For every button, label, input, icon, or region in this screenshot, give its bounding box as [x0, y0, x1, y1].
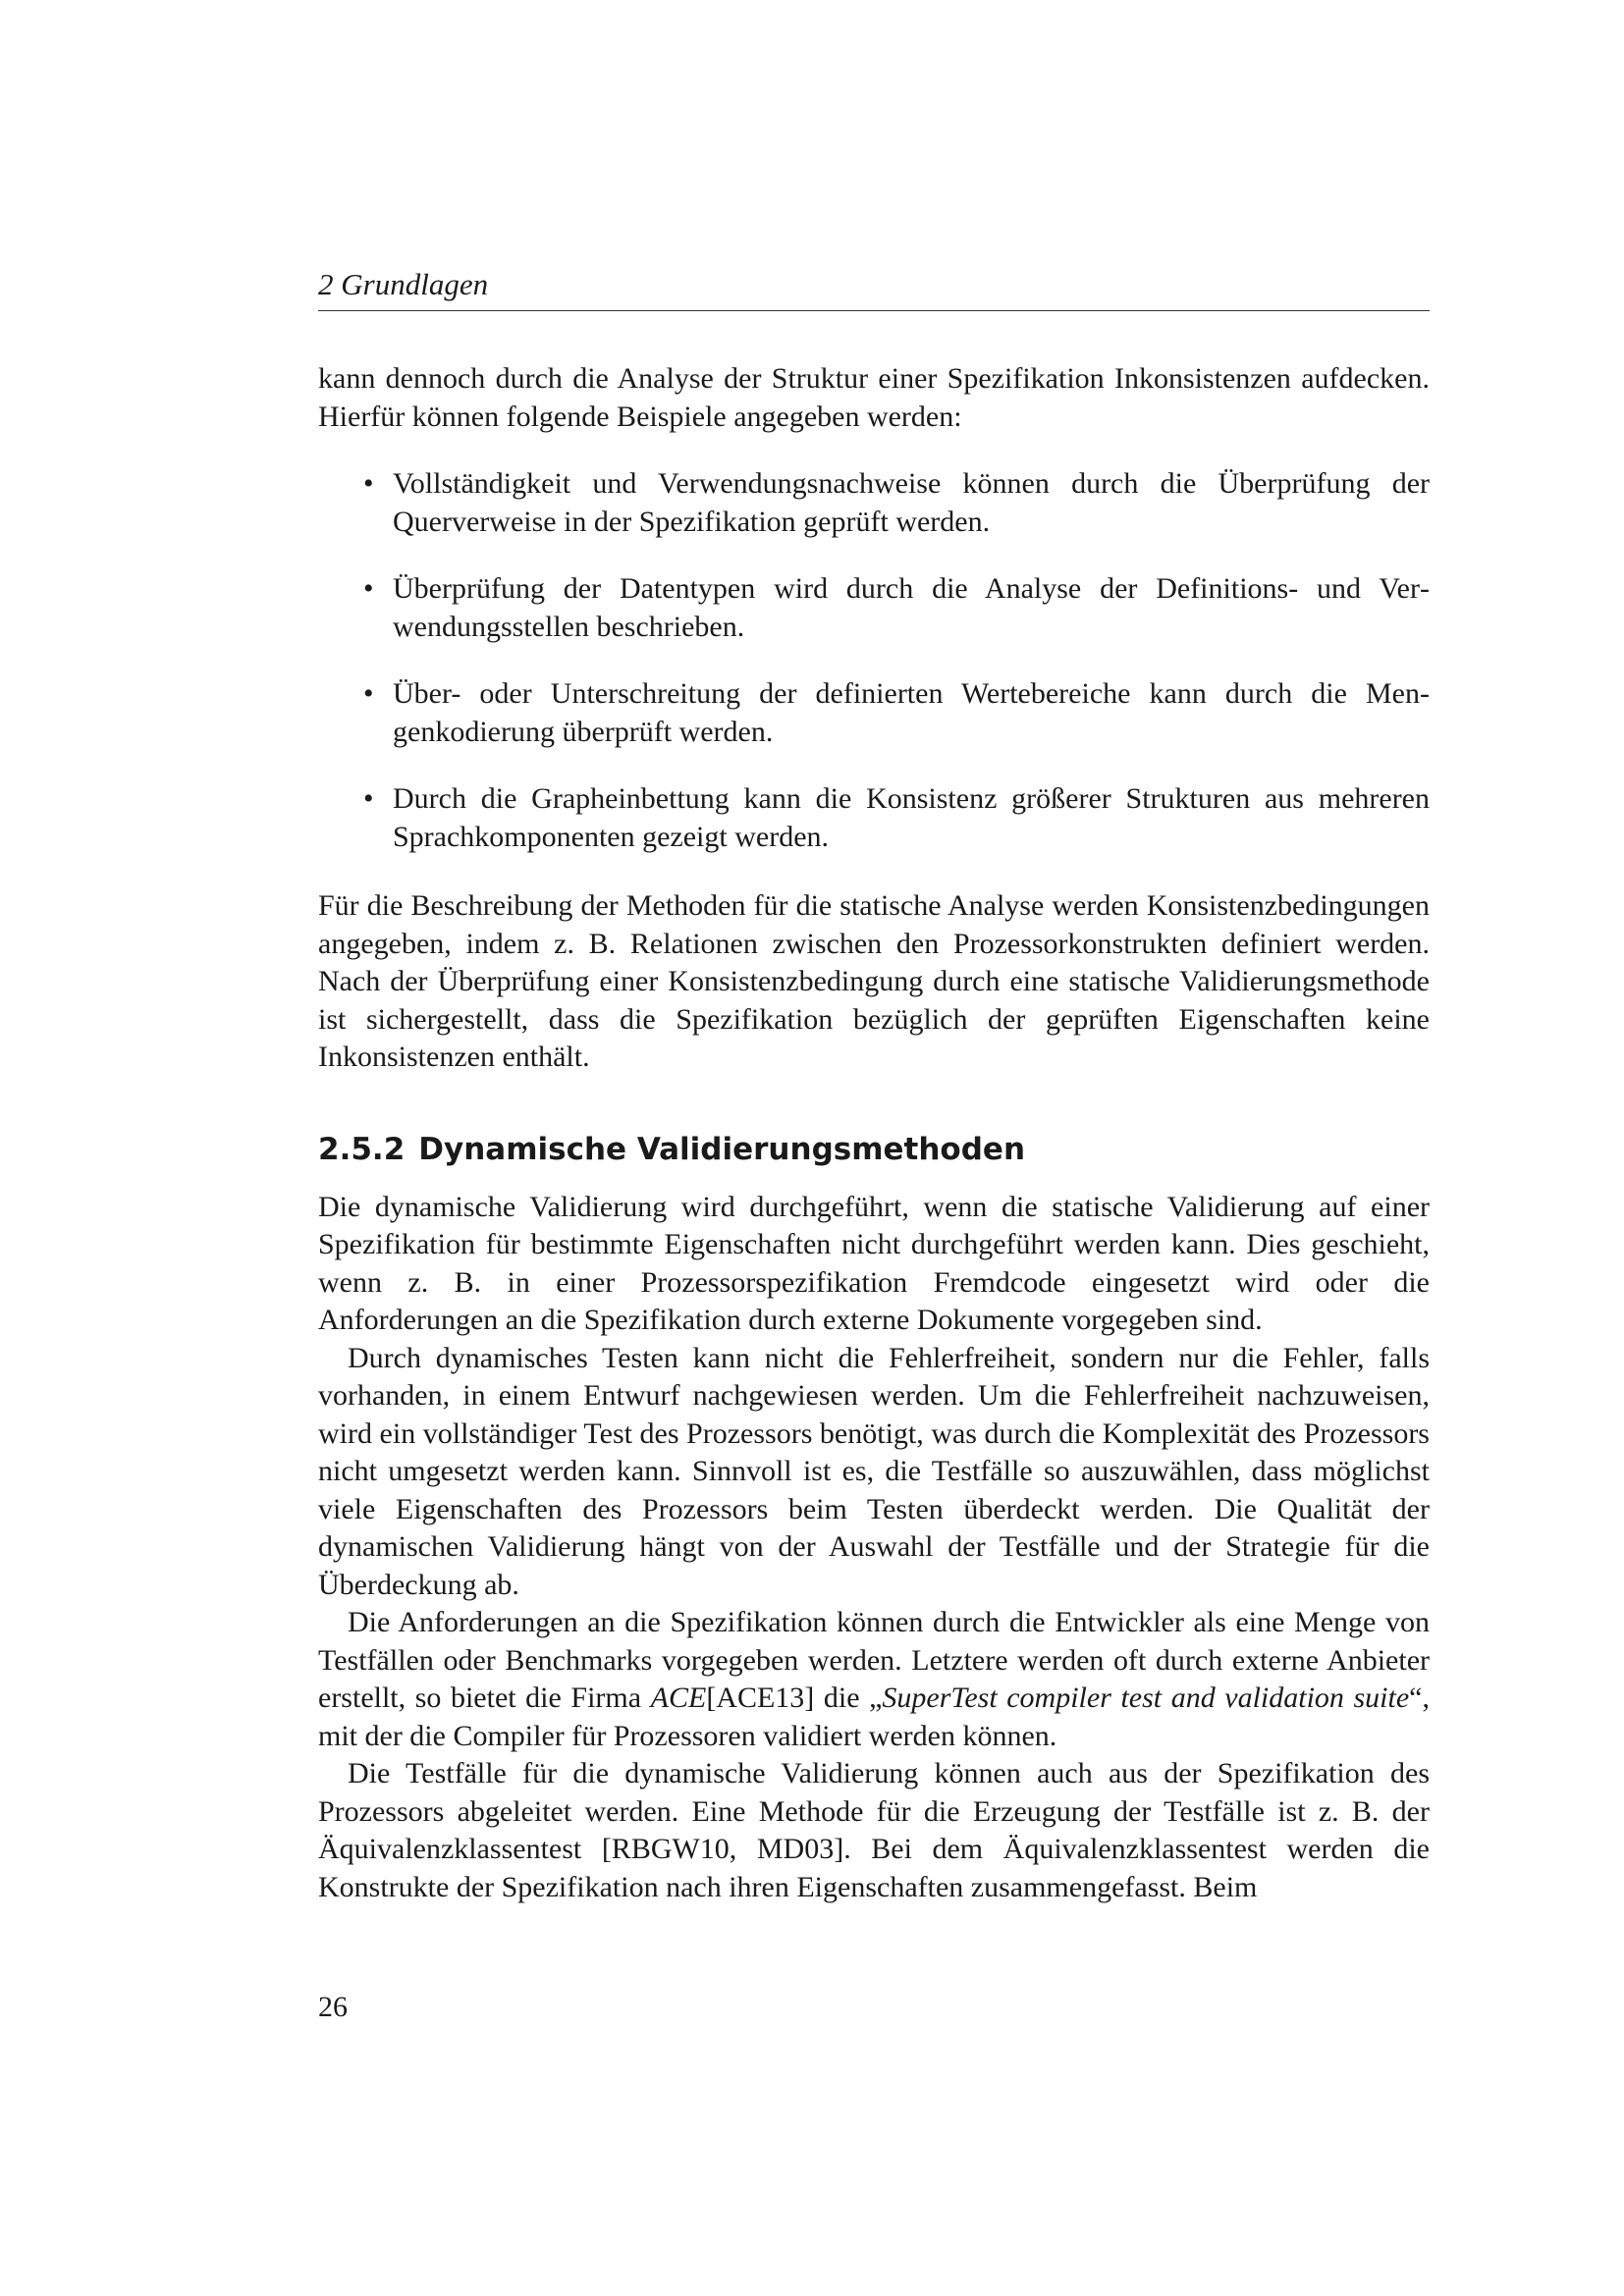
running-header: 2 Grundlagen — [318, 265, 1430, 311]
list-item-text: Vollständigkeit und Verwendungsnachweise können durch die Überprüfung der Querverweise in der Spezifikation geprüft werden. — [393, 467, 1430, 538]
bullet-icon: • — [363, 677, 374, 710]
list-item — [363, 675, 1430, 751]
list-item — [363, 570, 1430, 646]
citation: [ACE13] — [706, 1682, 815, 1714]
paragraph-dynamic-testing: Durch dynamisches Testen kann nicht die Fehlerfreiheit, sondern nur die Fehler, falls vorhanden, in einem Entwurf nachgewiesen werden. Um die Fehlerfreiheit nachzuweisen, wird ein vollständiger Test des Prozessors benötigt, was durch die Komplexität des Prozessors nicht umgesetzt werden kann. Sinnvoll ist es, die Testfälle so auszuwählen, dass möglichst viele Eigenschaften des Prozessors beim Testen überdeckt werden. Die Qualität der dynamischen Validierung hängt von der Auswahl der Testfälle und der Strategie für die Überdeckung ab. — [318, 1341, 1430, 1601]
list-item — [363, 465, 1430, 541]
list-item-text: Über- oder Unterschreitung der definierten Wertebereiche kann durch die Mengenkodierung überprüft werden. — [393, 677, 1430, 748]
list-item — [363, 780, 1430, 856]
section-title: Dynamische Validierungsmethoden — [418, 1131, 1026, 1167]
page — [318, 265, 1430, 1906]
product-name: SuperTest compiler test and validation suite — [882, 1682, 1410, 1714]
page-number: 26 — [318, 1991, 348, 2023]
section-heading — [318, 1130, 1430, 1169]
bullet-list — [318, 465, 1430, 856]
company-name: ACE — [650, 1682, 707, 1714]
section-number: 2.5.2 — [318, 1131, 406, 1167]
bullet-icon: • — [363, 782, 374, 815]
list-item-text: Überprüfung der Datentypen wird durch die Analyse der Definitions- und Verwendungsstellen beschrieben. — [393, 572, 1430, 643]
intro-paragraph: kann dennoch durch die Analyse der Struktur einer Spezifikation Inkonsistenzen aufdecken. Hierfür können folgende Beispiele angegeben werden: — [318, 362, 1430, 433]
paragraph-test-cases: Die Testfälle für die dynamische Validierung können auch aus der Spezifikation des Prozessors abgeleitet werden. Eine Methode für die Erzeugung der Testfälle ist z. B. der Äquivalenzklassentest [RBGW10, MD03]. Bei dem Äquivalenzklassentest werden die Konstrukte der Spezifikation nach ihren Eigenschaften zusammengefasst. Beim — [318, 1757, 1430, 1903]
body-text — [318, 360, 1430, 1906]
paragraph-dynamic-validation: Die dynamische Validierung wird durchgeführt, wenn die statische Validierung auf einer Spezifikation für bestimmte Eigenschaften nicht durchgeführt werden kann. Dies geschieht, wenn z. B. in einer Prozessorspezifikation Fremdcode eingesetzt wird oder die Anforderungen an die Spezifikation durch externe Dokumente vorgegeben sind. — [318, 1190, 1430, 1336]
paragraph-requirements — [318, 1604, 1430, 1755]
bullet-icon: • — [363, 572, 374, 605]
list-item-text: Durch die Grapheinbettung kann die Konsistenz größerer Strukturen aus mehreren Sprachkomponenten gezeigt werden. — [393, 782, 1430, 853]
paragraph-text: die „ — [814, 1682, 883, 1714]
paragraph-text: Die Anforderungen an die Spezifikation können durch die Entwickler als eine Menge von Testfällen oder Benchmarks vorgegeben werden. Letztere werden oft durch externe Anbieter erstellt, so bietet die Firma — [318, 1606, 1430, 1714]
bullet-icon: • — [363, 467, 374, 500]
paragraph-text: “, mit der die Compiler für Prozessoren validiert werden können. — [318, 1682, 1430, 1752]
static-analysis-paragraph: Für die Beschreibung der Methoden für die statische Analyse werden Konsistenzbedingungen angegeben, indem z. B. Relationen zwischen den Prozessorkonstrukten definiert werden. Nach der Überprüfung einer Konsistenzbedingung durch eine statische Validierungsmethode ist sichergestellt, dass die Spezifikation bezüglich der geprüften Eigenschaften keine Inkonsistenzen enthält. — [318, 889, 1430, 1073]
